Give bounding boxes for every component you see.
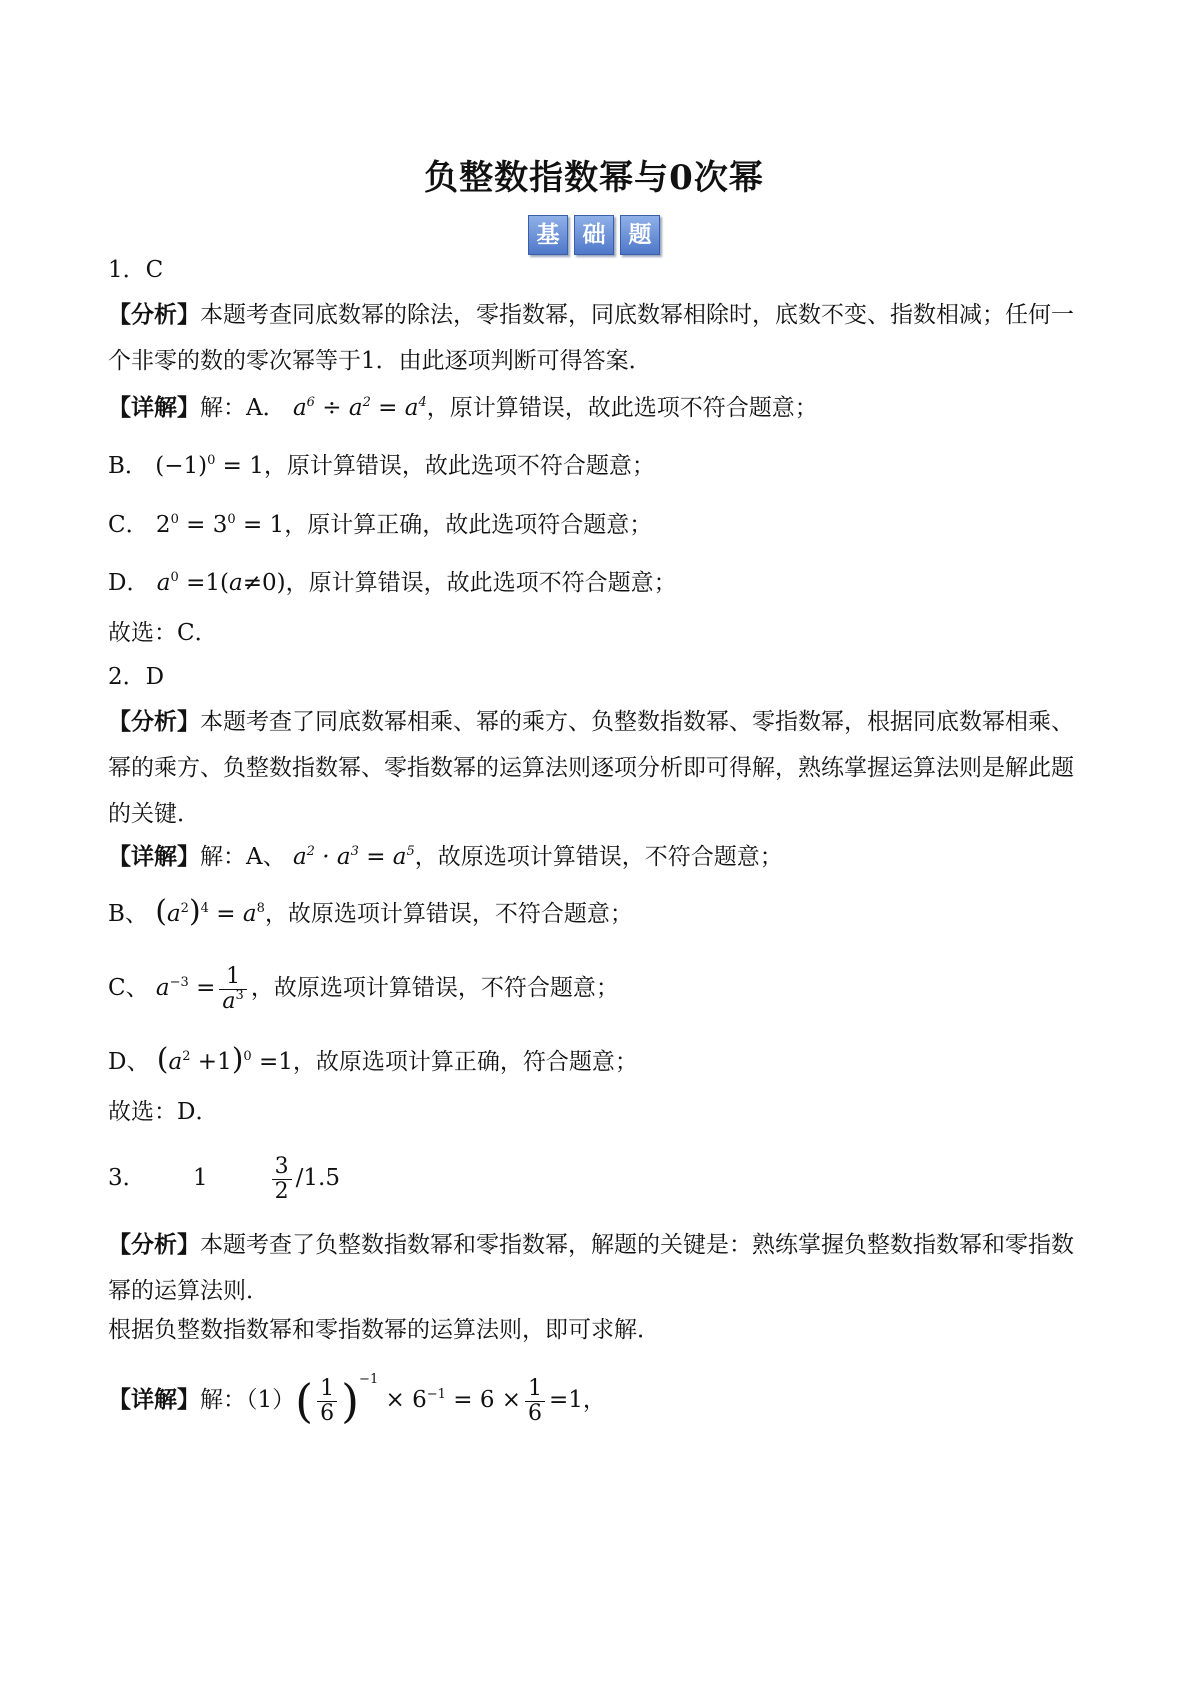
page-title: 负整数指数幂与0次幂 [424, 158, 764, 198]
q2-answer: 2．D [108, 664, 165, 690]
q1-formula-a: $a^6 \div a^2 = a^4$ [292, 395, 427, 421]
q2-formula-a: $a^2 \cdot a^3 = a^5$ [292, 844, 415, 870]
q3-detail-intro: 解：（1） [200, 1387, 296, 1413]
difficulty-badges [0, 215, 1188, 255]
q2-formula-b: $(a^2)^4 = a^8$ [155, 894, 265, 929]
q2-d-label: D、 [108, 1049, 150, 1075]
q1-conclusion: 故选：C． [108, 620, 218, 646]
q1-option-d [108, 568, 1088, 598]
q2-analysis-text: 本题考查了同底数幂相乘、幂的乘方、负整数指数幂、零指数幂，根据同底数幂相乘、幂的乘方、负整数指数幂、零指数幂的运算法则逐项分析即可得解，熟练掌握运算法则是解此题的关键． [108, 709, 1074, 827]
q1-answer: 1．C [108, 257, 164, 283]
q1-detail-a [108, 393, 1088, 423]
q2-formula-c: $a^{-3}$ = $\frac{1}{a^3}$ [156, 975, 251, 1001]
q2-option-d [108, 1042, 1088, 1077]
q3-analysis-tag: 【分析】 [108, 1231, 200, 1258]
q3-detail-tag: 【详解】 [108, 1386, 200, 1413]
q2-formula-d: $(a^2 +1)^0 =1$ [156, 1042, 293, 1077]
q2-detail-tag: 【详解】 [108, 843, 200, 870]
q2-b-text: ，故原选项计算错误，不符合题意； [264, 901, 633, 927]
q3-answer-1: 1 [193, 1165, 208, 1191]
q1-d-label: D． [108, 570, 150, 596]
q3-analysis [108, 1222, 1088, 1314]
q1-option-b [108, 451, 1088, 481]
q2-a-text: ，故原选项计算错误，不符合题意； [414, 844, 783, 870]
q3-detail [108, 1368, 1088, 1432]
q1-formula-d: $a^0 =1(a\ne 0)$ [156, 570, 286, 596]
q1-detail-intro: 解：A． [200, 395, 286, 421]
q2-detail-intro: 解：A、 [200, 844, 286, 870]
q3-analysis-text: 本题考查了负整数指数幂和零指数幂，解题的关键是：熟练掌握负整数指数幂和零指数幂的运算法则． [108, 1232, 1074, 1304]
q1-formula-c: $2^0 = 3^0 = 1$ [155, 512, 285, 538]
q1-a-text: ，原计算错误，故此选项不符合题意； [426, 395, 818, 421]
q1-c-text: ，原计算正确，故此选项符合题意； [284, 512, 653, 538]
q1-analysis [108, 292, 1088, 384]
q3-fraction: $\frac{3}{2}$ [272, 1155, 292, 1204]
q2-c-text: ，故原选项计算错误，不符合题意； [250, 975, 619, 1001]
q2-d-text: ，故原选项计算正确，符合题意； [292, 1049, 638, 1075]
q3-answer [108, 1150, 1088, 1206]
q2-option-b [108, 894, 1088, 929]
q2-conclusion: 故选：D． [108, 1099, 219, 1125]
q3-analysis-2: 根据负整数指数幂和零指数幂的运算法则，即可求解． [108, 1317, 660, 1343]
q1-c-label: C． [108, 512, 149, 538]
q1-detail-tag: 【详解】 [108, 394, 200, 421]
q3-number: 3． [108, 1165, 146, 1191]
q2-option-c [108, 960, 1088, 1016]
q1-analysis-text: 本题考查同底数幂的除法，零指数幂，同底数幂相除时，底数不变、指数相减；任何一个非零的数的零次幂等于1．由此逐项判断可得答案． [108, 302, 1074, 374]
badge-ji: 基 [528, 215, 568, 255]
q2-c-label: C、 [108, 975, 149, 1001]
q2-analysis [108, 699, 1088, 837]
q1-d-text: ，原计算错误，故此选项不符合题意； [285, 570, 677, 596]
q1-formula-b: $(-1)^0 = 1$ [155, 453, 264, 479]
q1-analysis-tag: 【分析】 [108, 301, 200, 328]
q1-b-text: ，原计算错误，故此选项不符合题意； [263, 453, 655, 479]
badge-chu: 础 [574, 215, 614, 255]
q2-detail-a [108, 842, 1088, 872]
q1-b-label: B． [108, 453, 148, 479]
q1-option-c [108, 510, 1088, 540]
q3-formula: ( $\frac{1}{6}$ )$^{-1} \times 6^{-1} = 6$ × $\frac{1}{6}$ =1， [295, 1372, 606, 1428]
q2-analysis-tag: 【分析】 [108, 708, 200, 735]
q3-answer-2-suffix: /1.5 [295, 1165, 340, 1191]
badge-ti: 题 [620, 215, 660, 255]
q2-b-label: B、 [108, 901, 148, 927]
